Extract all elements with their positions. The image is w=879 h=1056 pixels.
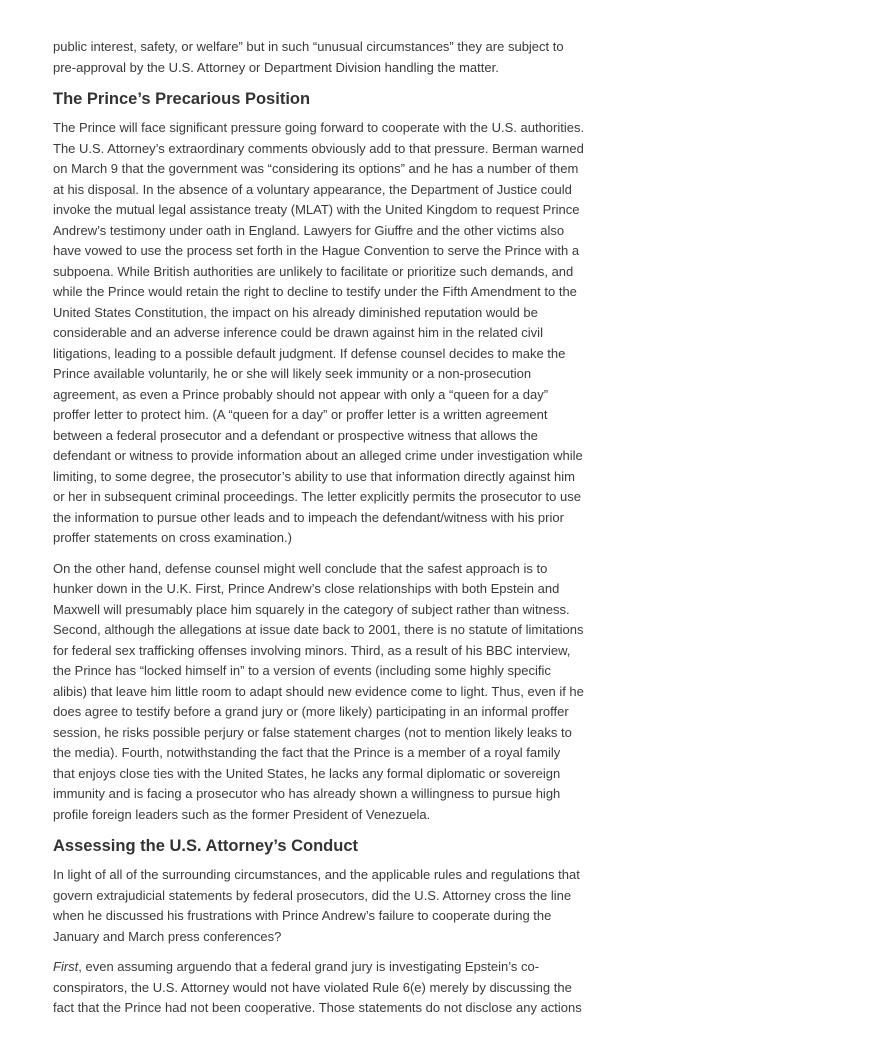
emphasis-first: First: [53, 959, 79, 974]
paragraph-pressure-to-cooperate: The Prince will face significant pressure going forward to cooperate with the U.S. authorities. The U.S. Attorney’s extraordinary comments obviously add to that pressure. Berman warned on March 9 that the government was “considering its options” and he has a number of them at his disposal. In the absence of a voluntary appearance, the Department of Justice could invoke the mutual legal assistance treaty (MLAT) with the United Kingdom to request Prince Andrew’s testimony under oath in England. Lawyers for Giuffre and the other victims also have vowed to use the process set forth in the Hague Convention to serve the Prince with a subpoena. While British authorities are unlikely to facilitate or prioritize such demands, and while the Prince would retain the right to decline to testify under the Fifth Amendment to the United States Constitution, the impact on his already diminished reputation would be considerable and an adverse inference could be drawn against him in the related civil litigations, leading to a possible default judgment. If defense counsel decides to make the Prince available voluntarily, he or she will likely seek immunity or a non-prosecution agreement, as even a Prince probably should not appear with only a “queen for a day” proffer letter to protect him. (A “queen for a day” or proffer letter is a written agreement between a federal prosecutor and a defendant or prospective witness that allows the defendant or witness to provide information about an alleged crime under investigation while limiting, to some degree, the prosecutor’s ability to use that information directly against him or her in subsequent criminal proceedings. The letter explicitly permits the prosecutor to use the information to pursue other leads and to impeach the defendant/witness with his prior proffer statements on cross examination.): [53, 120, 585, 545]
section-heading-precarious-position: The Prince’s Precarious Position: [53, 90, 311, 108]
paragraph-first-point: [53, 957, 585, 1019]
paragraph-defense-counsel: On the other hand, defense counsel might well conclude that the safest approach is to hunker down in the U.K. First, Prince Andrew’s close relationships with both Epstein and Maxwell will presumably place him squarely in the category of subject rather than witness. Second, although the allegations at issue date back to 2001, there is no statute of limitations for federal sex trafficking offenses involving minors. Third, as a result of his BBC interview, the Prince has “locked himself in” to a version of events (including some highly specific alibis) that leave him little room to adapt should new evidence come to light. Thus, even if he does agree to testify before a grand jury or (more likely) participating in an informal proffer session, he risks possible perjury or false statement charges (not to mention likely leaks to the media). Fourth, notwithstanding the fact that the Prince is a member of a royal family that enjoys close ties with the United States, he lacks any formal diplomatic or sovereign immunity and is facing a prosecutor who has already shown a willingness to pursue high profile foreign leaders such as the former President of Venezuela.: [53, 560, 584, 822]
article-body: [53, 37, 585, 1029]
section-heading-assessing-conduct: Assessing the U.S. Attorney’s Conduct: [53, 837, 358, 855]
paragraph-intro-continuation: public interest, safety, or welfare” but in such “unusual circumstances” they are subject to pre-approval by the U.S. Attorney or Department Division handling the matter.: [53, 39, 564, 75]
paragraph-first-point-text: , even assuming arguendo that a federal grand jury is investigating Epstein’s co-conspirators, the U.S. Attorney would not have violated Rule 6(e) merely by discussing the fact that the Prince had not been cooperative. Those statements do not disclose any actions: [53, 959, 582, 1015]
paragraph-question: In light of all of the surrounding circumstances, and the applicable rules and regulations that govern extrajudicial statements by federal prosecutors, did the U.S. Attorney cross the line when he discussed his frustrations with Prince Andrew’s failure to cooperate during the January and March press conferences?: [53, 867, 580, 944]
